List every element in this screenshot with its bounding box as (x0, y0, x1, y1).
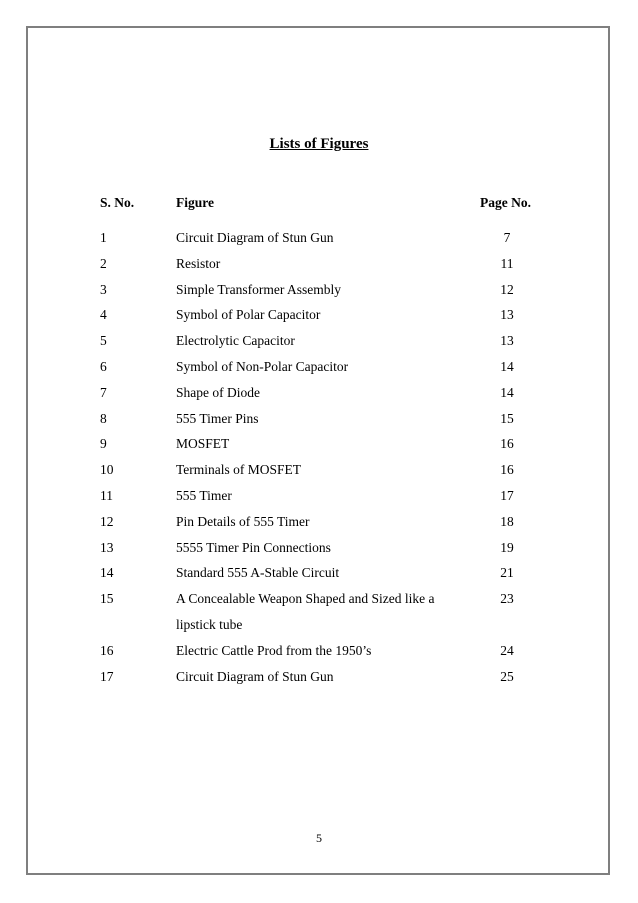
row-page: 12 (500, 281, 514, 297)
row-sno: 12 (100, 513, 114, 529)
row-sno: 5 (100, 333, 107, 349)
row-page: 25 (500, 668, 514, 684)
row-figure: Terminals of MOSFET (176, 462, 302, 478)
row-figure: Pin Details of 555 Timer (176, 513, 310, 529)
row-figure: Circuit Diagram of Stun Gun (176, 230, 334, 245)
row-figure: Electric Cattle Prod from the 1950’s (176, 642, 372, 658)
row-sno: 13 (100, 539, 114, 555)
row-figure: Standard 555 A-Stable Circuit (176, 565, 340, 581)
table-row (0, 228, 638, 254)
row-sno: 3 (100, 281, 107, 297)
page-title: Lists of Figures (269, 136, 369, 152)
table-header (0, 193, 638, 213)
row-page: 16 (500, 462, 514, 478)
row-figure: Symbol of Non-Polar Capacitor (176, 358, 349, 374)
table-row (0, 460, 638, 486)
row-page: 13 (500, 307, 514, 323)
table-row (0, 280, 638, 306)
row-figure: 555 Timer Pins (176, 410, 259, 426)
table-row (0, 305, 638, 331)
table-row (0, 434, 638, 460)
row-figure: Simple Transformer Assembly (176, 281, 342, 297)
row-page: 16 (500, 436, 514, 452)
header-sno: S. No. (100, 195, 135, 210)
header-page: Page No. (480, 195, 531, 210)
table-row (0, 254, 638, 280)
row-page: 14 (500, 384, 514, 400)
row-sno: 17 (100, 668, 114, 684)
row-page: 17 (500, 487, 514, 503)
table-row (0, 383, 638, 409)
row-page: 24 (500, 642, 514, 658)
row-sno: 4 (100, 307, 107, 323)
row-figure: Symbol of Polar Capacitor (176, 307, 321, 323)
row-page: 18 (500, 513, 514, 529)
row-page: 14 (500, 358, 514, 374)
figure-list (0, 228, 638, 692)
row-sno: 2 (100, 255, 107, 271)
row-figure: Circuit Diagram of Stun Gun (176, 668, 334, 684)
row-figure: 555 Timer (176, 487, 232, 503)
row-sno: 15 (100, 591, 114, 607)
table-row (0, 667, 638, 693)
row-page: 7 (503, 230, 511, 245)
row-figure: MOSFET (176, 436, 230, 452)
table-row (0, 357, 638, 383)
row-sno: 8 (100, 410, 107, 426)
row-sno: 14 (100, 565, 114, 581)
table-row (0, 409, 638, 435)
row-page: 21 (500, 565, 514, 581)
row-sno: 16 (100, 642, 114, 658)
table-row (0, 486, 638, 512)
row-sno: 11 (100, 487, 113, 503)
table-row (0, 641, 638, 667)
row-sno: 7 (100, 384, 107, 400)
row-page: 23 (500, 591, 514, 607)
table-row (0, 589, 638, 641)
row-page: 13 (500, 333, 514, 349)
row-page: 11 (500, 255, 514, 271)
table-row (0, 538, 638, 564)
row-figure: 5555 Timer Pin Connections (176, 539, 331, 555)
row-sno: 9 (100, 436, 107, 452)
row-sno: 1 (100, 230, 107, 245)
header-figure: Figure (176, 195, 214, 210)
row-page: 19 (500, 539, 514, 555)
table-row (0, 331, 638, 357)
page-number: 5 (316, 831, 322, 845)
row-figure: Electrolytic Capacitor (176, 333, 295, 349)
row-figure: Shape of Diode (176, 384, 260, 400)
table-row (0, 512, 638, 538)
row-figure: Resistor (176, 255, 221, 271)
row-sno: 6 (100, 358, 107, 374)
row-page: 15 (500, 410, 514, 426)
row-sno: 10 (100, 462, 114, 478)
row-figure: A Concealable Weapon Shaped and Sized like a lipstick tube (176, 591, 435, 632)
